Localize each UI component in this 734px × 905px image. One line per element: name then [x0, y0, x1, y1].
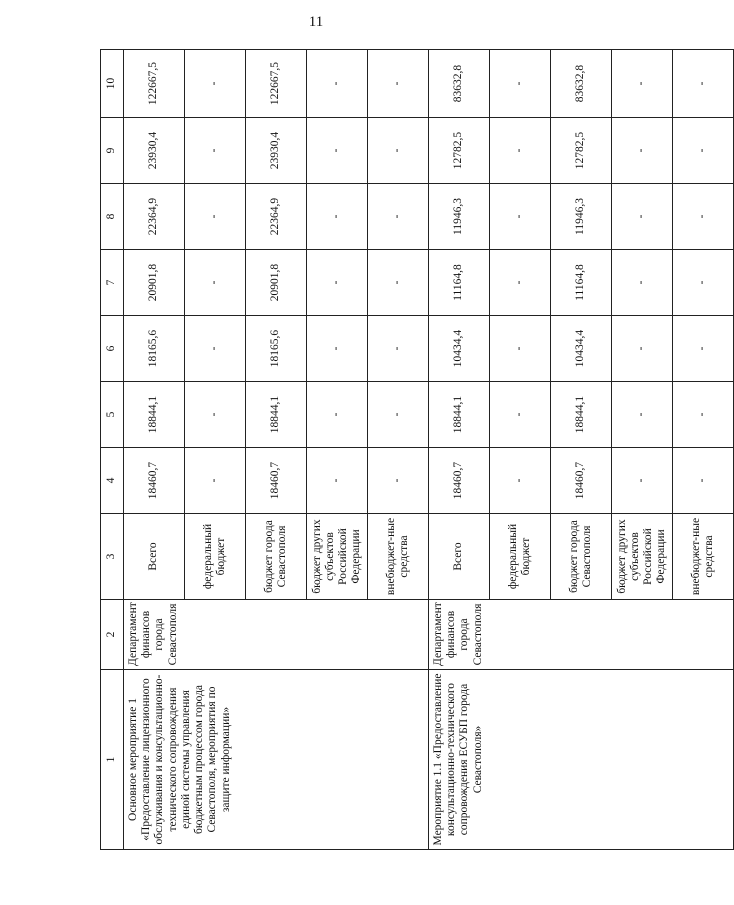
- value-cell: -: [185, 250, 246, 316]
- value-cell: -: [490, 118, 551, 184]
- column-number: 9: [101, 118, 124, 184]
- value-cell: 83632,8: [429, 50, 490, 118]
- value-cell: 11946,3: [429, 184, 490, 250]
- value-cell: 18165,6: [124, 316, 185, 382]
- value-cell: -: [612, 316, 673, 382]
- value-cell: 122667,5: [124, 50, 185, 118]
- value-cell: -: [490, 382, 551, 448]
- value-cell: -: [368, 118, 429, 184]
- column-number: 6: [101, 316, 124, 382]
- value-cell: -: [490, 50, 551, 118]
- value-cell: -: [612, 184, 673, 250]
- funding-source: бюджет других субъектов Российской Федерации: [612, 514, 673, 600]
- value-cell: 18844,1: [124, 382, 185, 448]
- value-cell: -: [673, 184, 734, 250]
- value-cell: -: [185, 382, 246, 448]
- value-cell: 18165,6: [246, 316, 307, 382]
- value-cell: -: [368, 448, 429, 514]
- value-cell: 18460,7: [551, 448, 612, 514]
- value-cell: -: [185, 448, 246, 514]
- value-cell: -: [490, 316, 551, 382]
- value-cell: 22364,9: [124, 184, 185, 250]
- value-cell: -: [185, 316, 246, 382]
- value-cell: 83632,8: [551, 50, 612, 118]
- column-number: 2: [101, 600, 124, 670]
- value-cell: -: [490, 184, 551, 250]
- column-number: 5: [101, 382, 124, 448]
- value-cell: 11946,3: [551, 184, 612, 250]
- value-cell: -: [612, 448, 673, 514]
- funding-source: бюджет других субъектов Российской Федерации: [307, 514, 368, 600]
- value-cell: -: [490, 250, 551, 316]
- funding-source: бюджет города Севастополя: [551, 514, 612, 600]
- department-cell: Департамент финансов города Севастополя: [429, 600, 734, 670]
- column-number: 3: [101, 514, 124, 600]
- value-cell: 18460,7: [429, 448, 490, 514]
- event-description: Основное мероприятие 1 «Предоставление лицензионного обслуживания и консультационно-технического сопровождения единой системы управления бюджетным процессом города Севастополя, мероприятия по защите информации»: [124, 670, 429, 850]
- value-cell: 18460,7: [246, 448, 307, 514]
- value-cell: 18844,1: [429, 382, 490, 448]
- column-number: 7: [101, 250, 124, 316]
- value-cell: -: [185, 118, 246, 184]
- value-cell: 18844,1: [551, 382, 612, 448]
- budget-table: [100, 49, 734, 850]
- funding-source: федеральный бюджет: [185, 514, 246, 600]
- value-cell: 23930,4: [124, 118, 185, 184]
- value-cell: -: [673, 50, 734, 118]
- value-cell: 10434,4: [551, 316, 612, 382]
- funding-source: внебюджет-ные средства: [368, 514, 429, 600]
- funding-source: Всего: [124, 514, 185, 600]
- value-cell: 11164,8: [429, 250, 490, 316]
- value-cell: -: [185, 184, 246, 250]
- value-cell: -: [307, 118, 368, 184]
- value-cell: -: [673, 250, 734, 316]
- value-cell: -: [673, 382, 734, 448]
- column-number: 8: [101, 184, 124, 250]
- table-row: [124, 50, 185, 850]
- value-cell: -: [307, 448, 368, 514]
- value-cell: -: [368, 382, 429, 448]
- value-cell: 18460,7: [124, 448, 185, 514]
- column-number: 10: [101, 50, 124, 118]
- funding-source: Всего: [429, 514, 490, 600]
- column-number: 4: [101, 448, 124, 514]
- funding-source: федеральный бюджет: [490, 514, 551, 600]
- rotated-table-container: [100, 50, 715, 850]
- value-cell: -: [673, 316, 734, 382]
- value-cell: -: [673, 118, 734, 184]
- department-cell: Департамент финансов города Севастополя: [124, 600, 429, 670]
- column-number: 1: [101, 670, 124, 850]
- value-cell: -: [368, 50, 429, 118]
- value-cell: 18844,1: [246, 382, 307, 448]
- value-cell: -: [612, 250, 673, 316]
- value-cell: 10434,4: [429, 316, 490, 382]
- value-cell: -: [307, 250, 368, 316]
- value-cell: 12782,5: [551, 118, 612, 184]
- value-cell: -: [673, 448, 734, 514]
- value-cell: 20901,8: [124, 250, 185, 316]
- column-number-row: [101, 50, 124, 850]
- value-cell: -: [612, 50, 673, 118]
- value-cell: 23930,4: [246, 118, 307, 184]
- value-cell: 11164,8: [551, 250, 612, 316]
- value-cell: -: [490, 448, 551, 514]
- value-cell: 122667,5: [246, 50, 307, 118]
- value-cell: -: [368, 250, 429, 316]
- value-cell: -: [612, 382, 673, 448]
- value-cell: -: [368, 184, 429, 250]
- funding-source: внебюджет-ные средства: [673, 514, 734, 600]
- page-number: 11: [308, 14, 324, 30]
- value-cell: -: [307, 382, 368, 448]
- value-cell: -: [185, 50, 246, 118]
- value-cell: -: [307, 316, 368, 382]
- value-cell: -: [307, 50, 368, 118]
- table-row: [429, 50, 490, 850]
- value-cell: -: [612, 118, 673, 184]
- value-cell: 20901,8: [246, 250, 307, 316]
- value-cell: -: [307, 184, 368, 250]
- value-cell: -: [368, 316, 429, 382]
- event-description: Мероприятие 1.1 «Предоставление консультационно-технического сопровождения ЕСУБП города Севастополя»: [429, 670, 734, 850]
- value-cell: 12782,5: [429, 118, 490, 184]
- value-cell: 22364,9: [246, 184, 307, 250]
- funding-source: бюджет города Севастополя: [246, 514, 307, 600]
